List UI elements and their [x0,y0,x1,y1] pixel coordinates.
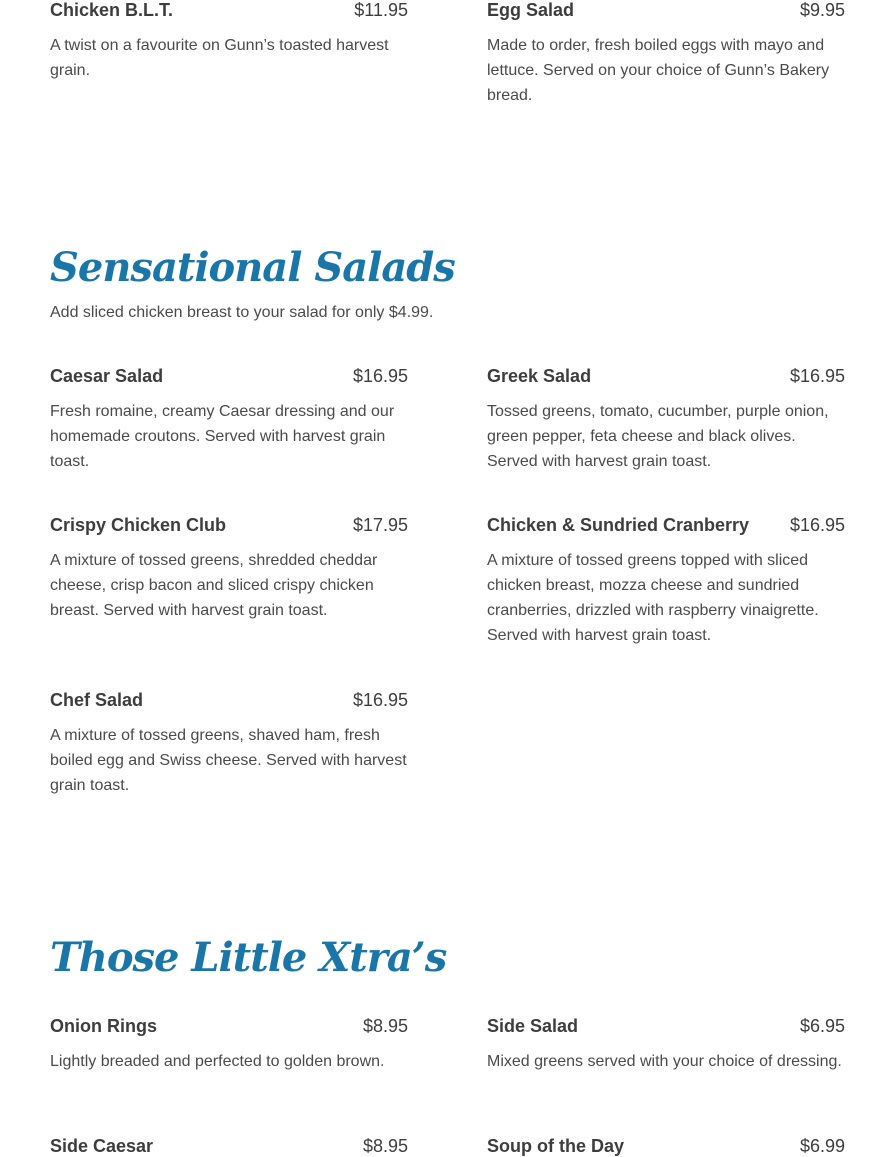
item-name: Egg Salad [487,0,575,20]
section-note-salads: Add sliced chicken breast to your salad for only $4.99. [50,304,434,321]
item-price: $8.95 [362,1016,408,1036]
item-name: Side Caesar [50,1136,154,1156]
item-description: Made to order, fresh boiled eggs with mayo and lettuce. Served on your choice of Gunn’s Bakery bread. [487,37,830,104]
item-header [487,366,845,387]
item-header [50,690,408,711]
item-description: Fresh romaine, creamy Caesar dressing and our homemade croutons. Served with harvest grain toast. [50,403,395,470]
item-header [50,1016,408,1037]
item-description: A mixture of tossed greens topped with sliced chicken breast, mozza cheese and sundried cranberries, drizzled with raspberry vinaigrette. Served with harvest grain toast. [487,552,819,644]
item-header [487,1016,845,1037]
section-title-salads: Sensational Salads [50,244,455,291]
item-name: Greek Salad [487,366,592,386]
item-name: Chicken B.L.T. [50,0,174,20]
item-header [487,515,845,536]
section-title-xtras: Those Little Xtra’s [50,934,447,981]
item-price: $17.95 [352,515,408,535]
item-price: $11.95 [354,0,408,20]
item-header [50,366,408,387]
item-description: A twist on a favourite on Gunn’s toasted harvest grain. [50,37,389,79]
item-price: $6.95 [799,1016,845,1036]
menu-item-egg-salad [487,0,845,108]
item-name: Chicken & Sundried Cranberry [487,515,750,535]
menu-item-side-salad [487,1016,845,1074]
item-header [50,0,408,21]
item-price: $16.95 [352,690,408,710]
menu-item-crispy-chicken-club [50,515,408,623]
item-name: Onion Rings [50,1016,157,1036]
item-name: Side Salad [487,1016,579,1036]
item-price: $6.99 [799,1136,845,1156]
item-price: $9.95 [799,0,845,20]
menu-item-caesar-salad [50,366,408,474]
menu-item-chef-salad [50,690,408,798]
item-header [50,515,408,536]
item-name: Crispy Chicken Club [50,515,227,535]
item-description: A mixture of tossed greens, shredded cheddar cheese, crisp bacon and sliced crispy chicken breast. Served with harvest grain toast. [50,552,378,619]
item-header [487,0,845,21]
item-price: $8.95 [362,1136,408,1156]
item-description: Tossed greens, tomato, cucumber, purple onion, green pepper, feta cheese and black olives. Served with harvest grain toast. [487,403,829,470]
menu-item-greek-salad [487,366,845,474]
item-price: $16.95 [789,366,845,386]
item-name: Chef Salad [50,690,144,710]
menu-item-chicken-blt [50,0,408,83]
menu-item-onion-rings [50,1016,408,1074]
item-description: Lightly breaded and perfected to golden brown. [50,1053,385,1070]
item-price: $16.95 [352,366,408,386]
menu-item-chicken-sundried-cranberry [487,515,845,648]
item-description: A mixture of tossed greens, shaved ham, fresh boiled egg and Swiss cheese. Served with harvest grain toast. [50,727,407,794]
item-price: $16.95 [789,515,845,535]
item-name: Caesar Salad [50,366,164,386]
item-description: Mixed greens served with your choice of dressing. [487,1053,842,1070]
item-name: Soup of the Day [487,1136,625,1156]
